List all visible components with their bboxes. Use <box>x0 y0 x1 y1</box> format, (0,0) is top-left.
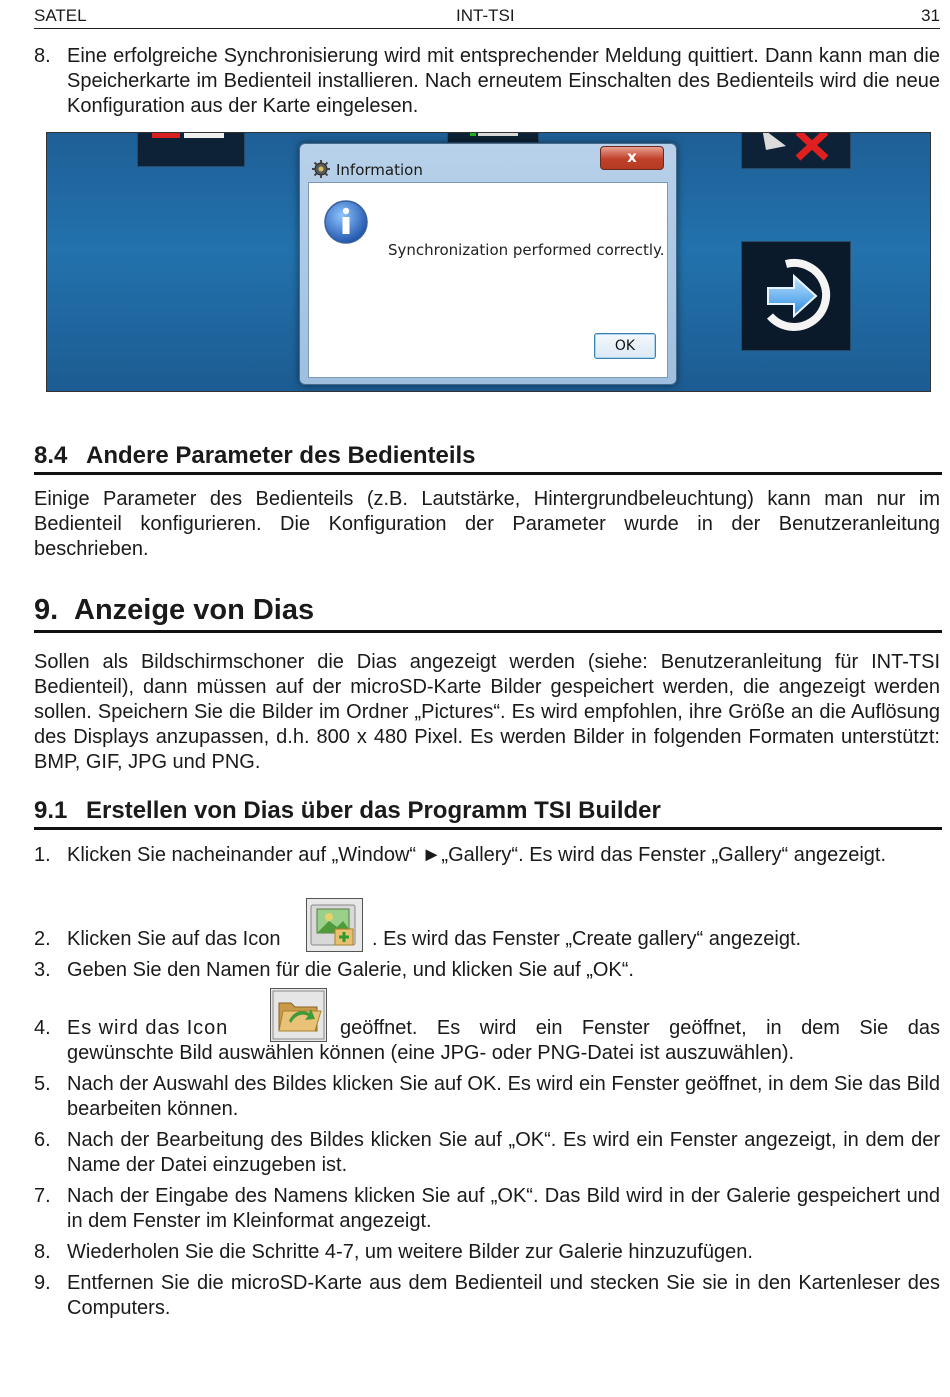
list-item <box>34 44 940 119</box>
ok-button[interactable]: OK <box>594 333 656 359</box>
page-header <box>34 4 940 29</box>
close-icon: x <box>627 148 637 166</box>
chapter-heading-9 <box>34 594 942 633</box>
arrow-exit-icon <box>742 242 850 350</box>
page-number: 31 <box>921 6 940 25</box>
header-brand: SATEL <box>34 6 87 25</box>
list-item <box>34 1016 940 1066</box>
list-number: 2. <box>34 928 51 950</box>
chapter-number: 9. <box>34 594 59 626</box>
section-number: 8.4 <box>34 442 68 469</box>
list-text: Nach der Auswahl des Bildes klicken Sie auf OK. Es wird ein Fenster geöffnet, in dem Sie das Bild bearbeiten können. <box>67 1073 940 1120</box>
list-text: Nach der Eingabe des Namens klicken Sie auf „OK“. Das Bild wird in der Galerie gespeichert und in dem Fenster im Kleinformat angezeigt. <box>67 1185 940 1232</box>
list-number: 7. <box>34 1185 51 1207</box>
list-number: 4. <box>34 1017 51 1039</box>
list-item <box>34 1128 940 1178</box>
list-text: Klicken Sie auf das Icon <box>67 928 281 950</box>
synchronization-screenshot <box>46 132 931 392</box>
chapter-title: Anzeige von Dias <box>74 594 315 626</box>
section-title: Andere Parameter des Bedienteils <box>86 442 476 469</box>
list-item <box>34 958 940 983</box>
list-number: 1. <box>34 844 51 866</box>
list-item <box>34 1184 940 1234</box>
list-text: gewünschte Bild auswählen können (eine JPG- oder PNG-Datei ist auszuwählen). <box>67 1042 795 1064</box>
steps-list <box>34 843 940 868</box>
open-image-icon[interactable] <box>270 988 327 1042</box>
list-number: 8. <box>34 1241 51 1263</box>
section-heading-8-4 <box>34 442 942 475</box>
info-icon <box>323 199 369 245</box>
exit-tile[interactable] <box>741 241 851 351</box>
steps-list <box>34 927 940 952</box>
list-number: 9. <box>34 1272 51 1294</box>
information-dialog <box>299 143 677 385</box>
section-heading-9-1 <box>34 797 942 830</box>
create-gallery-icon[interactable] <box>306 898 363 952</box>
list-text: geöffnet. Es wird ein Fenster geöffnet, in dem Sie das <box>340 1017 940 1039</box>
screen-tile <box>741 132 851 169</box>
screen-tile <box>447 132 539 143</box>
steps-list <box>34 958 940 983</box>
step-8-list <box>34 44 940 119</box>
list-text: Eine erfolgreiche Synchronisierung wird mit entsprechender Meldung quittiert. Dann kann man die Speicherkarte im Bedienteil installieren. Nach erneutem Einschalten des Bedienteils wird die neue Konfiguration aus der Karte eingelesen. <box>67 45 940 117</box>
list-number: 5. <box>34 1073 51 1095</box>
list-text: Es wird das Icon <box>67 1017 229 1039</box>
list-text: Klicken Sie nacheinander auf „Window“ ►„Gallery“. Es wird das Fenster „Gallery“ angezeigt. <box>67 844 887 866</box>
list-item <box>34 843 940 868</box>
list-text: Geben Sie den Namen für die Galerie, und klicken Sie auf „OK“. <box>67 959 634 981</box>
screen-tile <box>137 132 245 167</box>
steps-list <box>34 1072 940 1321</box>
list-text: Wiederholen Sie die Schritte 4-7, um weitere Bilder zur Galerie hinzuzufügen. <box>67 1241 753 1263</box>
list-item <box>34 927 940 952</box>
list-item <box>34 1240 940 1265</box>
dialog-body <box>308 182 668 378</box>
close-button[interactable] <box>600 146 664 170</box>
dialog-message: Synchronization performed correctly. <box>388 241 665 259</box>
steps-list <box>34 1016 940 1066</box>
list-number: 8. <box>34 45 51 67</box>
list-number: 6. <box>34 1129 51 1151</box>
section-number: 9.1 <box>34 797 68 824</box>
gear-icon <box>312 160 330 178</box>
list-text: Entfernen Sie die microSD-Karte aus dem Bedienteil und stecken Sie sie in den Kartenleser des Computers. <box>67 1272 940 1319</box>
section-title: Erstellen von Dias über das Programm TSI Builder <box>86 797 661 824</box>
section-8-4-text: Einige Parameter des Bedienteils (z.B. Lautstärke, Hintergrundbeleuchtung) kann man nur im Bedienteil konfigurieren. Die Konfiguration der Parameter wurde in der Benutzeranleitung beschrieben. <box>34 488 940 560</box>
section-9-text: Sollen als Bildschirmschoner die Dias angezeigt werden (siehe: Benutzeranleitung für INT-TSI Bedienteil), dann müssen auf der microSD-Karte Bilder gespeichert werden, die angezeigt werden sollen. Speichern Sie die Bilder im Ordner „Pictures“. Es wird empfohlen, ihre Größe an die Auflösung des Displays anzupassen, d.h. 800 x 480 Pixel. Es werden Bilder in folgenden Formaten unterstützt: BMP, GIF, JPG und PNG. <box>34 651 940 773</box>
dialog-title: Information <box>336 161 423 179</box>
list-text: . Es wird das Fenster „Create gallery“ angezeigt. <box>372 928 802 950</box>
header-product: INT-TSI <box>456 6 515 25</box>
list-text: Nach der Bearbeitung des Bildes klicken Sie auf „OK“. Es wird ein Fenster angezeigt, in dem der Name der Datei einzugeben ist. <box>67 1129 940 1176</box>
list-number: 3. <box>34 959 51 981</box>
list-item <box>34 1072 940 1122</box>
list-item <box>34 1271 940 1321</box>
